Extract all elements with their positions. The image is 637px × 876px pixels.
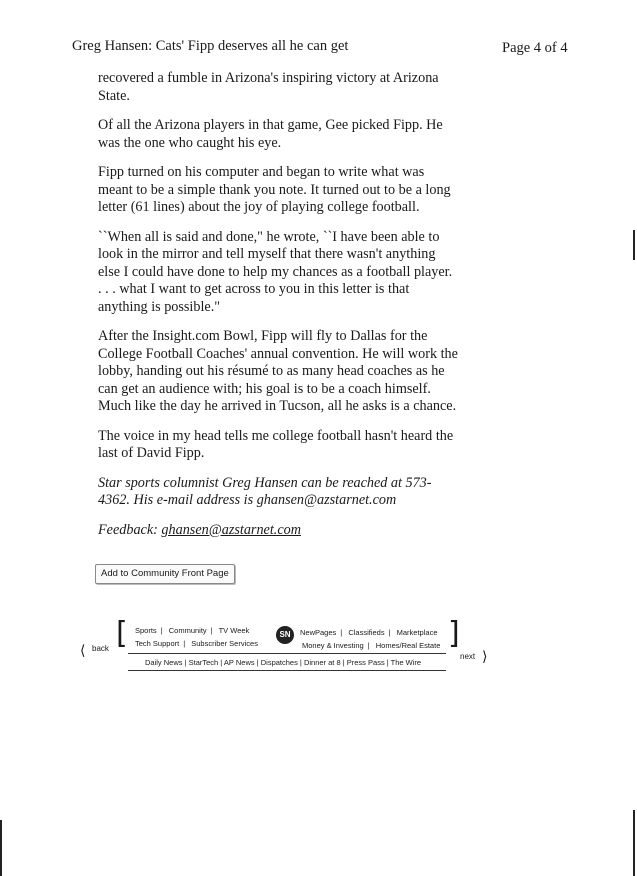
scan-edge-right-bottom bbox=[633, 810, 635, 876]
nav-newpages[interactable]: NewPages bbox=[300, 628, 337, 637]
left-bracket: [ bbox=[116, 616, 128, 651]
sn-logo-icon[interactable]: SN bbox=[276, 626, 294, 644]
nav-underline bbox=[128, 670, 446, 671]
nav-row-1: Sports | Community | TV Week bbox=[135, 626, 250, 635]
page-header-title: Greg Hansen: Cats' Fipp deserves all he can get bbox=[72, 38, 349, 54]
nav-community[interactable]: Community bbox=[168, 626, 207, 635]
site-nav-bar bbox=[80, 616, 500, 675]
nav-divider bbox=[128, 653, 446, 654]
paragraph-3: Fipp turned on his computer and began to write what was meant to be a simple thank you note. It turned out to be a long letter (61 lines) about the joy of playing college football. bbox=[98, 164, 451, 215]
nav-homes[interactable]: Homes/Real Estate bbox=[375, 641, 441, 650]
next-link[interactable]: next bbox=[460, 652, 476, 661]
nav-tech-support[interactable]: Tech Support bbox=[135, 639, 180, 648]
paragraph-6: The voice in my head tells me college football hasn't heard the last of David Fipp. bbox=[98, 427, 454, 461]
scan-edge-right bbox=[633, 230, 635, 260]
right-bracket: ] bbox=[448, 616, 460, 651]
paragraph-4: ``When all is said and done," he wrote, ``I have been able to look in the mirror and tell myself that there wasn't anything else I could have done to help my chances as a football player. . . . what I want to get across to you in this letter is that anything is possible." bbox=[98, 228, 453, 315]
article-body bbox=[98, 70, 458, 551]
add-to-community-button[interactable]: Add to Community Front Page bbox=[95, 564, 235, 584]
nav-classifieds[interactable]: Classifieds bbox=[348, 628, 385, 637]
nav-sports[interactable]: Sports bbox=[135, 626, 157, 635]
scan-edge-left bbox=[0, 820, 2, 876]
feedback-label: Feedback: bbox=[98, 521, 158, 538]
page-number: Page 4 of 4 bbox=[502, 40, 568, 56]
nav-subscriber[interactable]: Subscriber Services bbox=[191, 639, 258, 648]
nav-row-2b: Money & Investing | Homes/Real Estate bbox=[302, 641, 441, 650]
author-byline: Star sports columnist Greg Hansen can be reached at 573-4362. His e-mail address is ghansen@azstarnet.com bbox=[98, 474, 432, 508]
nav-row-2: Tech Support | Subscriber Services bbox=[135, 639, 258, 648]
paragraph-2: Of all the Arizona players in that game, Gee picked Fipp. He was the one who caught his eye. bbox=[98, 117, 443, 151]
nav-row-3[interactable]: Daily News | StarTech | AP News | Dispatches | Dinner at 8 | Press Pass | The Wire bbox=[145, 658, 422, 667]
feedback-line bbox=[98, 522, 458, 540]
nav-row-1b: NewPages | Classifieds | Marketplace bbox=[300, 628, 438, 637]
back-arrow-icon[interactable]: ⟨ bbox=[80, 642, 86, 658]
feedback-email-link[interactable]: ghansen@azstarnet.com bbox=[161, 521, 301, 538]
back-link[interactable]: back bbox=[92, 644, 109, 653]
nav-marketplace[interactable]: Marketplace bbox=[396, 628, 438, 637]
paragraph-5: After the Insight.com Bowl, Fipp will fly to Dallas for the College Football Coaches' annual convention. He will work the lobby, handing out his résumé to as many head coaches as he can get an audience with; his goal is to be a coach himself. Much like the day he arrived in Tucson, all he asks is a chance. bbox=[98, 328, 458, 414]
next-arrow-icon[interactable]: ⟩ bbox=[482, 648, 488, 664]
nav-tvweek[interactable]: TV Week bbox=[218, 626, 250, 635]
nav-money[interactable]: Money & Investing bbox=[302, 641, 364, 650]
paragraph-1: recovered a fumble in Arizona's inspiring victory at Arizona State. bbox=[98, 70, 439, 104]
